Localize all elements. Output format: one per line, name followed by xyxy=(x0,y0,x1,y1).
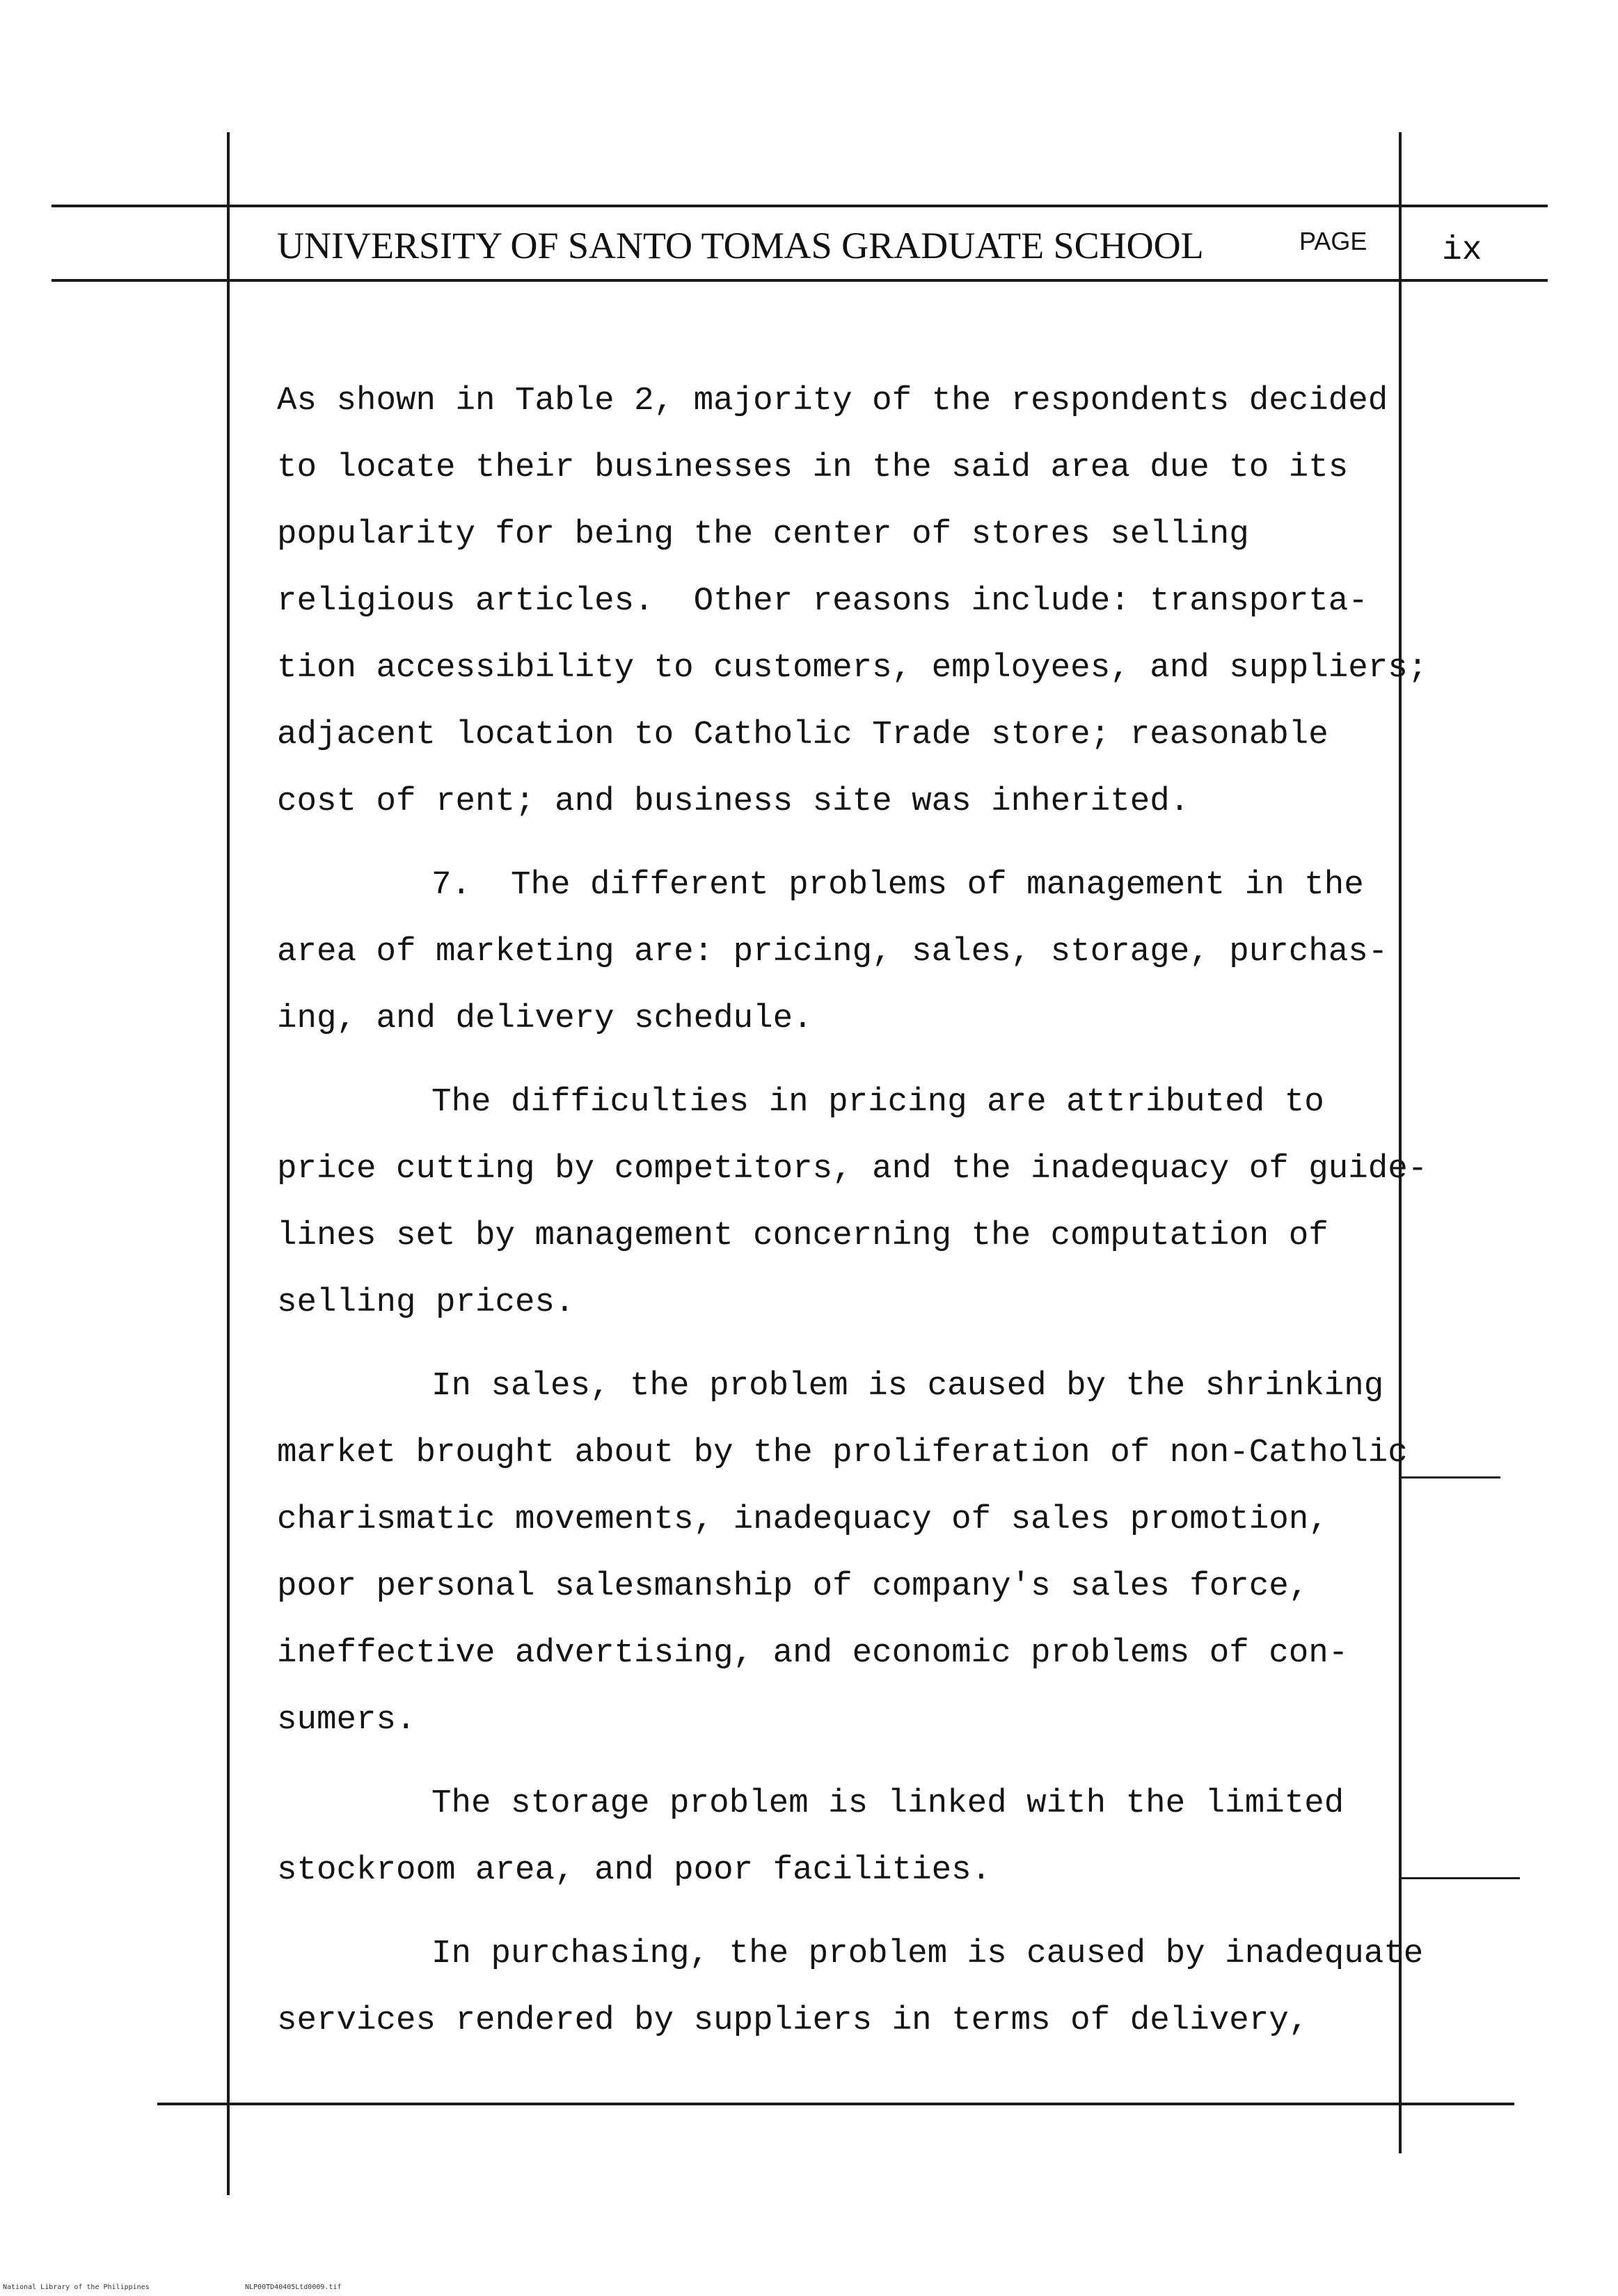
text-line: ing, and delivery schedule. xyxy=(277,1000,813,1037)
paragraph xyxy=(277,1770,1418,1904)
text-line: stockroom area, and poor facilities. xyxy=(277,1851,992,1889)
paragraph xyxy=(277,1069,1428,1336)
paragraph xyxy=(277,1353,1418,1753)
text-line: services rendered by suppliers in terms of delivery, xyxy=(277,2002,1309,2039)
text-line: market brought about by the proliferation of non-Catholic xyxy=(277,1434,1408,1472)
text-line: adjacent location to Catholic Trade store; reasonable xyxy=(277,716,1328,754)
text-line: poor personal salesmanship of company's sales force, xyxy=(277,1568,1309,1605)
text-line: lines set by management concerning the computation of xyxy=(277,1217,1328,1254)
text-line: charismatic movements, inadequacy of sales promotion, xyxy=(277,1501,1328,1538)
header-top-rule xyxy=(51,205,1548,207)
paragraph xyxy=(277,367,1428,835)
footer-rule xyxy=(157,2103,1514,2105)
header-bottom-rule xyxy=(51,279,1548,282)
left-margin-rule xyxy=(227,132,230,2195)
library-credit: National Library of the Philippines xyxy=(3,2283,150,2291)
text-line: tion accessibility to customers, employees, and suppliers; xyxy=(277,649,1428,687)
text-line: area of marketing are: pricing, sales, storage, purchas- xyxy=(277,933,1388,971)
text-line: price cutting by competitors, and the inadequacy of guide- xyxy=(277,1150,1428,1188)
text-line: 7. The different problems of management in the xyxy=(431,866,1364,904)
text-line: selling prices. xyxy=(277,1284,575,1321)
text-line: to locate their businesses in the said area due to its xyxy=(277,449,1349,486)
document-body xyxy=(277,367,1428,2071)
text-line: cost of rent; and business site was inherited. xyxy=(277,783,1190,820)
paragraph xyxy=(277,852,1418,1052)
text-line: The difficulties in pricing are attributed to xyxy=(431,1083,1324,1121)
text-line: As shown in Table 2, majority of the respondents decided xyxy=(277,382,1388,420)
text-line: religious articles. Other reasons include: transporta- xyxy=(277,582,1368,620)
text-line: The storage problem is linked with the limited xyxy=(431,1785,1345,1822)
page-label: PAGE xyxy=(1299,227,1367,255)
text-line: popularity for being the center of stores selling xyxy=(277,516,1249,553)
page-header-title: UNIVERSITY OF SANTO TOMAS GRADUATE SCHOOL xyxy=(277,225,1204,266)
text-line: In purchasing, the problem is caused by inadequate xyxy=(431,1935,1424,1972)
paragraph xyxy=(277,1920,1424,2054)
text-line: ineffective advertising, and economic problems of con- xyxy=(277,1634,1349,1672)
scan-filename: NLP00TD40405Ltd0009.tif xyxy=(245,2283,342,2291)
text-line: sumers. xyxy=(277,1701,416,1739)
page-number: ix xyxy=(1442,232,1482,269)
text-line: In sales, the problem is caused by the shrinking xyxy=(431,1367,1384,1405)
